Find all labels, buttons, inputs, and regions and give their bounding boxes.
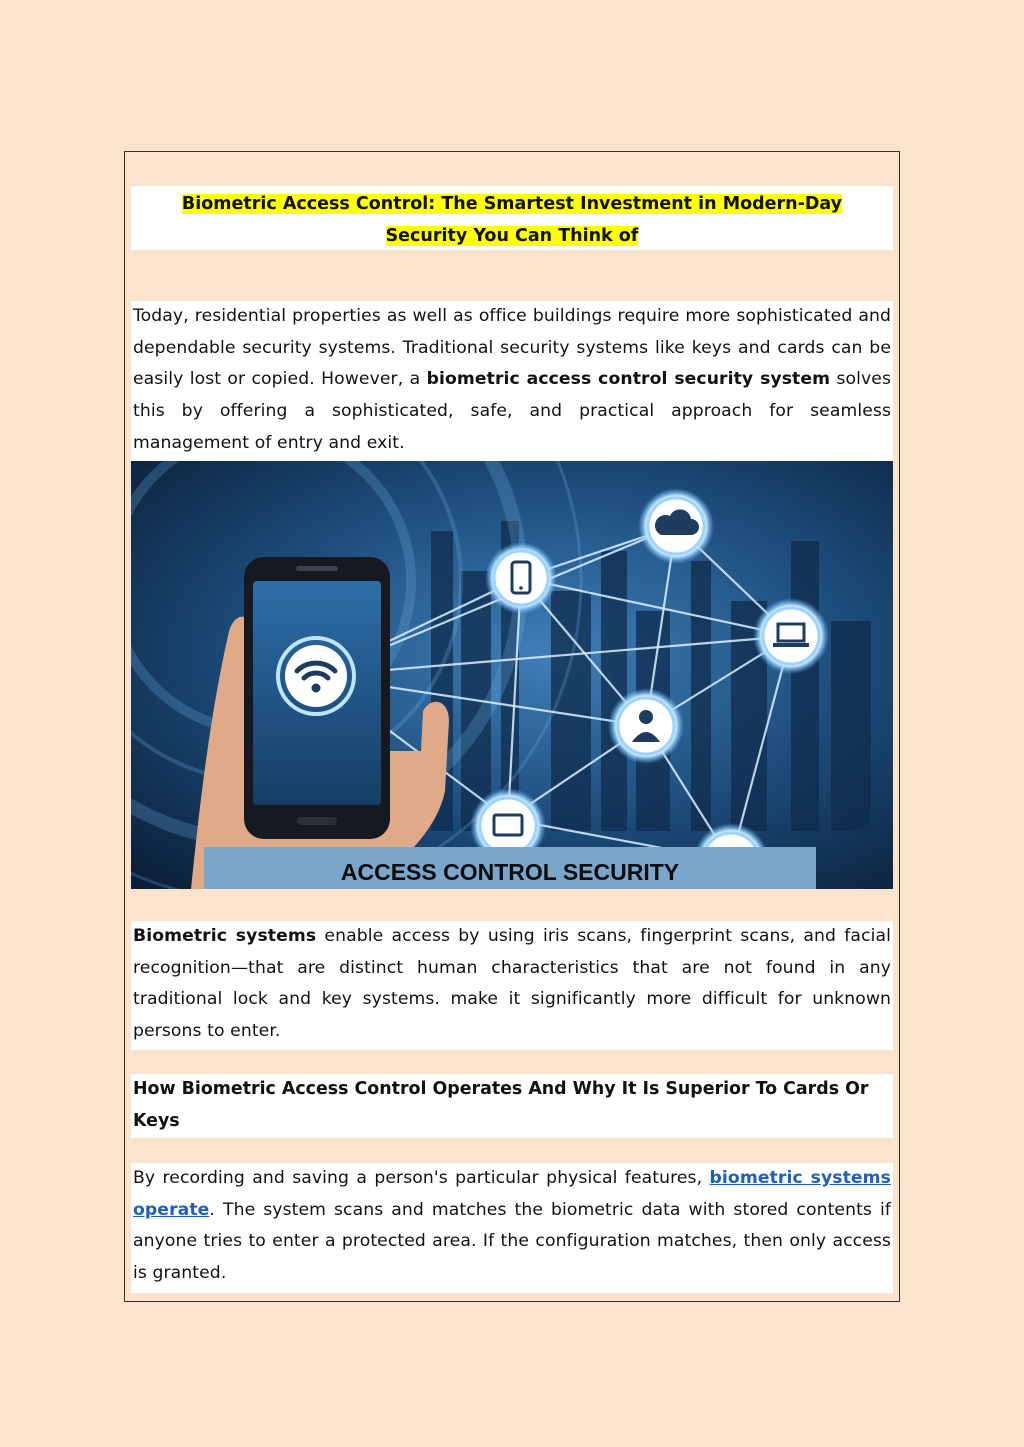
intro-bold-phrase: biometric access control security system: [426, 369, 831, 390]
title-line-1: Biometric Access Control: The Smartest Investment in Modern-Day: [181, 194, 843, 214]
laptop-icon: [753, 598, 829, 674]
title-line-2: Security You Can Think of: [385, 226, 639, 246]
systems-block: [131, 921, 893, 1050]
operates-text-end: . The system scans and matches the biometric data with stored contents if anyone tries to enter a protected area. If the configuration matches, then only access is granted.: [133, 1199, 891, 1284]
page-title: [131, 188, 893, 252]
hero-image: [131, 461, 893, 889]
intro-text-start: Today, residential properties as well as office buildings require more sophisticated and dependable security systems. Traditional security systems like keys and cards can be easily lost or copied. However, a: [133, 306, 891, 390]
cloud-icon: [638, 488, 714, 564]
title-block: [131, 186, 893, 250]
systems-text: enable access by using iris scans, fingerprint scans, and facial recognition—that are distinct human characteristics that are not found in any traditional lock and key systems. make it significantly more difficult for unknown persons to enter.: [133, 926, 891, 1042]
document-page: [124, 151, 900, 1302]
biometric-systems-link[interactable]: biometric systems operate: [133, 1168, 891, 1220]
intro-paragraph: [131, 301, 893, 460]
intro-block: [131, 301, 893, 461]
how-heading-block: [131, 1074, 893, 1138]
systems-bold-phrase: Biometric systems: [133, 926, 317, 946]
wifi-icon: [278, 638, 354, 714]
intro-text-end: solves this by offering a sophisticated, safe, and practical approach for seamless management of entry and exit.: [133, 369, 892, 453]
access-control-illustration: [131, 461, 893, 889]
operates-text-start: By recording and saving a person's particular physical features,: [133, 1168, 710, 1188]
section-heading: How Biometric Access Control Operates And Why It Is Superior To Cards Or Keys: [133, 1079, 869, 1131]
operates-block: [131, 1163, 893, 1293]
banner-text: ACCESS CONTROL SECURITY: [340, 859, 680, 885]
operates-paragraph: [131, 1163, 893, 1290]
user-icon: [608, 688, 684, 764]
systems-paragraph: [131, 921, 893, 1048]
smartphone-icon: [485, 542, 557, 614]
